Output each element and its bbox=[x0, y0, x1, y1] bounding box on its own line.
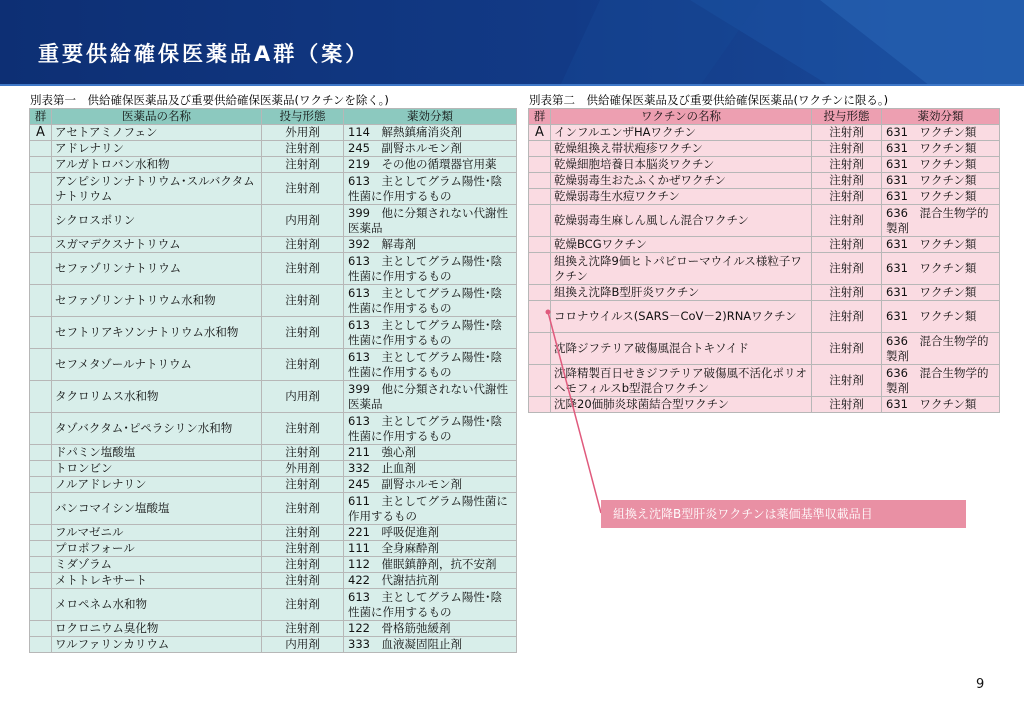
category-cell: 219 その他の循環器官用薬 bbox=[344, 157, 517, 173]
form-cell: 注射剤 bbox=[812, 301, 882, 333]
header-category: 薬効分類 bbox=[344, 109, 517, 125]
name-cell: メトトレキサート bbox=[52, 573, 262, 589]
name-cell: アンピシリンナトリウム･スルバクタムナトリウム bbox=[52, 173, 262, 205]
name-cell: コロナウイルス(SARS－CoV－2)RNAワクチン bbox=[551, 301, 812, 333]
category-cell: 392 解毒剤 bbox=[344, 237, 517, 253]
name-cell: 乾燥弱毒生麻しん風しん混合ワクチン bbox=[551, 205, 812, 237]
form-cell: 内用剤 bbox=[262, 637, 344, 653]
category-cell: 114 解熱鎮痛消炎剤 bbox=[344, 125, 517, 141]
category-cell: 111 全身麻酔剤 bbox=[344, 541, 517, 557]
form-cell: 注射剤 bbox=[812, 173, 882, 189]
header-name: 医薬品の名称 bbox=[52, 109, 262, 125]
name-cell: 乾燥弱毒生水痘ワクチン bbox=[551, 189, 812, 205]
category-cell: 631 ワクチン類 bbox=[882, 189, 1000, 205]
category-cell: 422 代謝拮抗剤 bbox=[344, 573, 517, 589]
category-cell: 613 主としてグラム陽性･陰性菌に作用するもの bbox=[344, 253, 517, 285]
category-cell: 631 ワクチン類 bbox=[882, 173, 1000, 189]
form-cell: 注射剤 bbox=[262, 589, 344, 621]
category-cell: 245 副腎ホルモン剤 bbox=[344, 141, 517, 157]
name-cell: 組換え沈降B型肝炎ワクチン bbox=[551, 285, 812, 301]
header-form: 投与形態 bbox=[262, 109, 344, 125]
name-cell: セフメタゾールナトリウム bbox=[52, 349, 262, 381]
category-cell: 613 主としてグラム陽性･陰性菌に作用するもの bbox=[344, 285, 517, 317]
name-cell: ロクロニウム臭化物 bbox=[52, 621, 262, 637]
form-cell: 注射剤 bbox=[262, 317, 344, 349]
form-cell: 注射剤 bbox=[262, 621, 344, 637]
form-cell: 注射剤 bbox=[262, 349, 344, 381]
category-cell: 613 主としてグラム陽性･陰性菌に作用するもの bbox=[344, 589, 517, 621]
name-cell: プロポフォール bbox=[52, 541, 262, 557]
category-cell: 613 主としてグラム陽性･陰性菌に作用するもの bbox=[344, 173, 517, 205]
category-cell: 631 ワクチン類 bbox=[882, 253, 1000, 285]
name-cell: 沈降ジフテリア破傷風混合トキソイド bbox=[551, 333, 812, 365]
form-cell: 注射剤 bbox=[812, 365, 882, 397]
category-cell: 636 混合生物学的製剤 bbox=[882, 365, 1000, 397]
form-cell: 注射剤 bbox=[262, 477, 344, 493]
form-cell: 注射剤 bbox=[812, 157, 882, 173]
form-cell: 注射剤 bbox=[812, 205, 882, 237]
category-cell: 112 催眠鎮静剤，抗不安剤 bbox=[344, 557, 517, 573]
page-number: 9 bbox=[976, 677, 985, 692]
name-cell: バンコマイシン塩酸塩 bbox=[52, 493, 262, 525]
name-cell: 乾燥BCGワクチン bbox=[551, 237, 812, 253]
name-cell: スガマデクスナトリウム bbox=[52, 237, 262, 253]
name-cell: セフトリアキソンナトリウム水和物 bbox=[52, 317, 262, 349]
table-b-caption: 別表第二 供給確保医薬品及び重要供給確保医薬品(ワクチンに限る。) bbox=[529, 93, 889, 107]
category-cell: 631 ワクチン類 bbox=[882, 285, 1000, 301]
category-cell: 636 混合生物学的製剤 bbox=[882, 333, 1000, 365]
category-cell: 631 ワクチン類 bbox=[882, 157, 1000, 173]
header-form: 投与形態 bbox=[812, 109, 882, 125]
category-cell: 613 主としてグラム陽性･陰性菌に作用するもの bbox=[344, 317, 517, 349]
form-cell: 注射剤 bbox=[812, 141, 882, 157]
name-cell: フルマゼニル bbox=[52, 525, 262, 541]
name-cell: 乾燥弱毒生おたふくかぜワクチン bbox=[551, 173, 812, 189]
callout-note: 組換え沈降B型肝炎ワクチンは薬価基準収載品目 bbox=[601, 500, 966, 528]
category-cell: 611 主としてグラム陽性菌に作用するもの bbox=[344, 493, 517, 525]
name-cell: インフルエンザHAワクチン bbox=[551, 125, 812, 141]
header-group: 群 bbox=[529, 109, 551, 125]
form-cell: 注射剤 bbox=[812, 125, 882, 141]
form-cell: 注射剤 bbox=[812, 333, 882, 365]
category-cell: 221 呼吸促進剤 bbox=[344, 525, 517, 541]
form-cell: 注射剤 bbox=[262, 413, 344, 445]
name-cell: ドパミン塩酸塩 bbox=[52, 445, 262, 461]
form-cell: 注射剤 bbox=[262, 285, 344, 317]
form-cell: 注射剤 bbox=[812, 285, 882, 301]
group-cell: A bbox=[30, 125, 52, 141]
form-cell: 注射剤 bbox=[262, 253, 344, 285]
name-cell: アルガトロバン水和物 bbox=[52, 157, 262, 173]
name-cell: メロペネム水和物 bbox=[52, 589, 262, 621]
form-cell: 注射剤 bbox=[262, 173, 344, 205]
header-group: 群 bbox=[30, 109, 52, 125]
header-category: 薬効分類 bbox=[882, 109, 1000, 125]
page-title: 重要供給確保医薬品A群（案） bbox=[38, 42, 370, 66]
form-cell: 外用剤 bbox=[262, 125, 344, 141]
form-cell: 内用剤 bbox=[262, 205, 344, 237]
table-a-caption: 別表第一 供給確保医薬品及び重要供給確保医薬品(ワクチンを除く。) bbox=[30, 93, 389, 107]
form-cell: 注射剤 bbox=[262, 445, 344, 461]
form-cell: 注射剤 bbox=[812, 397, 882, 413]
category-cell: 122 骨格筋弛緩剤 bbox=[344, 621, 517, 637]
name-cell: アセトアミノフェン bbox=[52, 125, 262, 141]
form-cell: 注射剤 bbox=[262, 493, 344, 525]
name-cell: タゾバクタム･ピペラシリン水和物 bbox=[52, 413, 262, 445]
category-cell: 245 副腎ホルモン剤 bbox=[344, 477, 517, 493]
category-cell: 332 止血剤 bbox=[344, 461, 517, 477]
category-cell: 613 主としてグラム陽性･陰性菌に作用するもの bbox=[344, 413, 517, 445]
form-cell: 注射剤 bbox=[262, 237, 344, 253]
category-cell: 613 主としてグラム陽性･陰性菌に作用するもの bbox=[344, 349, 517, 381]
name-cell: タクロリムス水和物 bbox=[52, 381, 262, 413]
form-cell: 注射剤 bbox=[262, 141, 344, 157]
name-cell: セファゾリンナトリウム bbox=[52, 253, 262, 285]
name-cell: セファゾリンナトリウム水和物 bbox=[52, 285, 262, 317]
category-cell: 631 ワクチン類 bbox=[882, 141, 1000, 157]
group-cell: A bbox=[529, 125, 551, 141]
category-cell: 631 ワクチン類 bbox=[882, 397, 1000, 413]
name-cell: 沈降精製百日せきジフテリア破傷風不活化ポリオヘモフィルスb型混合ワクチン bbox=[551, 365, 812, 397]
name-cell: ワルファリンカリウム bbox=[52, 637, 262, 653]
name-cell: 乾燥細胞培養日本脳炎ワクチン bbox=[551, 157, 812, 173]
category-cell: 399 他に分類されない代謝性医薬品 bbox=[344, 381, 517, 413]
name-cell: アドレナリン bbox=[52, 141, 262, 157]
form-cell: 注射剤 bbox=[262, 541, 344, 557]
category-cell: 631 ワクチン類 bbox=[882, 301, 1000, 333]
header-name: ワクチンの名称 bbox=[551, 109, 812, 125]
category-cell: 631 ワクチン類 bbox=[882, 125, 1000, 141]
name-cell: 乾燥組換え帯状疱疹ワクチン bbox=[551, 141, 812, 157]
form-cell: 注射剤 bbox=[262, 525, 344, 541]
form-cell: 注射剤 bbox=[262, 573, 344, 589]
form-cell: 注射剤 bbox=[812, 189, 882, 205]
name-cell: 沈降20価肺炎球菌結合型ワクチン bbox=[551, 397, 812, 413]
form-cell: 注射剤 bbox=[812, 253, 882, 285]
name-cell: 組換え沈降9価ヒトパピローマウイルス様粒子ワクチン bbox=[551, 253, 812, 285]
form-cell: 注射剤 bbox=[812, 237, 882, 253]
name-cell: シクロスポリン bbox=[52, 205, 262, 237]
category-cell: 399 他に分類されない代謝性医薬品 bbox=[344, 205, 517, 237]
form-cell: 外用剤 bbox=[262, 461, 344, 477]
form-cell: 注射剤 bbox=[262, 157, 344, 173]
name-cell: ノルアドレナリン bbox=[52, 477, 262, 493]
category-cell: 211 強心剤 bbox=[344, 445, 517, 461]
category-cell: 636 混合生物学的製剤 bbox=[882, 205, 1000, 237]
name-cell: トロンビン bbox=[52, 461, 262, 477]
name-cell: ミダゾラム bbox=[52, 557, 262, 573]
form-cell: 注射剤 bbox=[262, 557, 344, 573]
form-cell: 内用剤 bbox=[262, 381, 344, 413]
category-cell: 333 血液凝固阻止剤 bbox=[344, 637, 517, 653]
category-cell: 631 ワクチン類 bbox=[882, 237, 1000, 253]
